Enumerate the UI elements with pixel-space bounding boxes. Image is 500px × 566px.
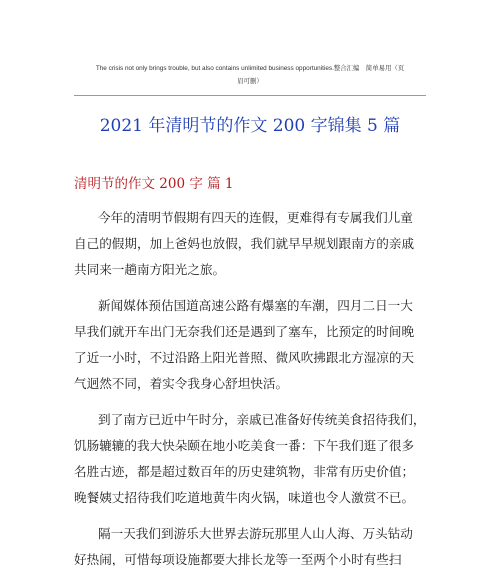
paragraph-4-line-2: 好热闹，可惜每项设施都要大排长龙等一至两个小时有些扫 (74, 552, 402, 566)
header-divider (74, 95, 426, 96)
paragraph-3-line-4: 晚餐姨丈招待我们吃道地黄牛肉火锅，味道也令人激赏不已。 (74, 490, 415, 505)
section-heading: 清明节的作文 200 字 篇 1 (74, 176, 234, 192)
paragraph-4-line-1: 隔一天我们到游乐大世界去游玩那里人山人海、万头钻动 (98, 526, 413, 541)
header-text-line-2: 眉可删） (237, 78, 263, 85)
paragraph-2-line-4: 气迥然不同，着实令我身心舒坦快活。 (74, 376, 289, 391)
paragraph-1-line-2: 自己的假期，加上爸妈也放假，我们就早早规划跟南方的亲戚 (74, 236, 415, 251)
paragraph-3-line-3: 名胜古迹，都是超过数百年的历史建筑物，非常有历史价值； (74, 464, 415, 479)
document-title: 2021 年清明节的作文 200 字锦集 5 篇 (99, 116, 401, 136)
paragraph-2-line-3: 了近一小时，不过沿路上阳光普照、微风吹拂跟北方湿凉的天 (74, 350, 415, 365)
paragraph-1-line-1: 今年的清明节假期有四天的连假，更难得有专属我们儿童 (98, 210, 413, 225)
paragraph-1-line-3: 共同来一趟南方阳光之旅。 (74, 262, 226, 277)
paragraph-2-line-2: 早我们就开车出门无奈我们还是遇到了塞车，比预定的时间晚 (74, 324, 415, 339)
header-text-line-1: The crisis not only brings trouble, but also contains unlimited business opportunities.整合汇编 简单易用（页 (95, 65, 405, 72)
page-header (68, 62, 432, 88)
paragraph-3-line-2: 饥肠辘辘的我大快朵颐在地小吃美食一番：下午我们逛了很多 (74, 438, 415, 453)
paragraph-3-line-1: 到了南方已近中午时分，亲戚已准备好传统美食招待我们， (98, 412, 426, 427)
paragraph-2-line-1: 新闻媒体预估国道高速公路有爆塞的车潮，四月二日一大 (98, 298, 413, 313)
